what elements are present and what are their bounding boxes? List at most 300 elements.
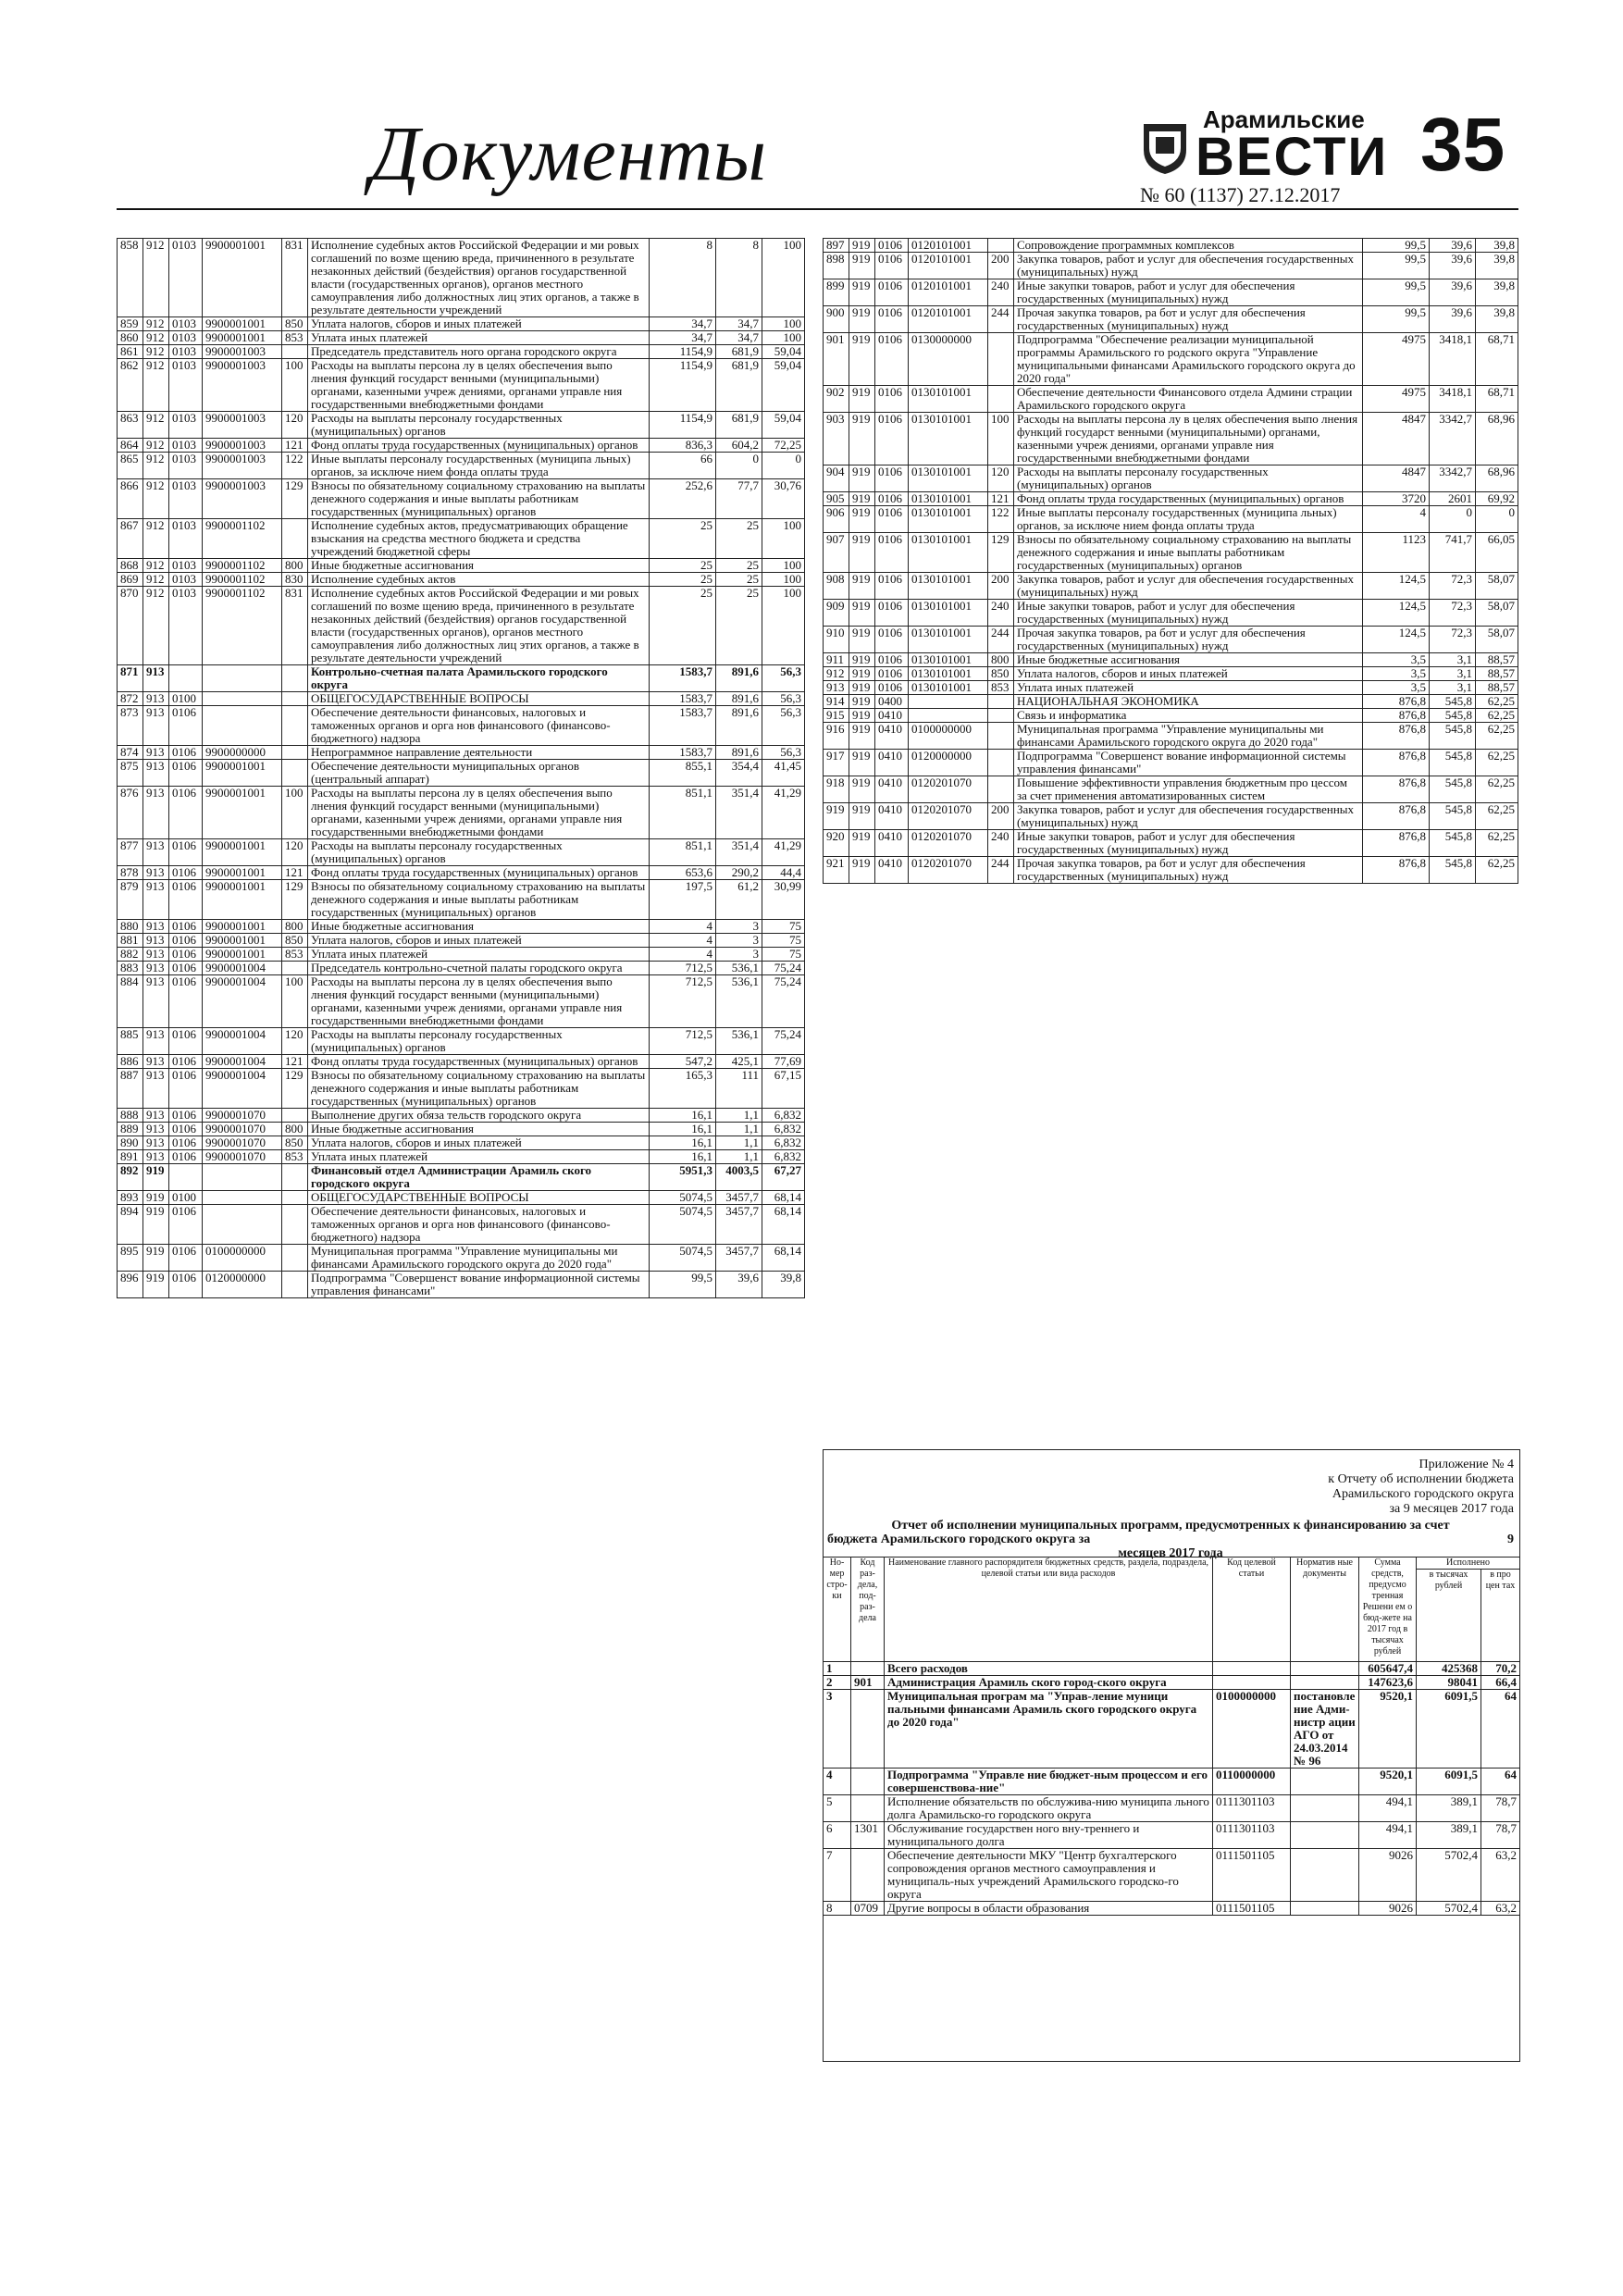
table-cell: 5074,5 [650,1191,716,1205]
table-cell: 891,6 [716,692,762,706]
table-cell: 869 [118,573,143,587]
table-cell: Прочая закупка товаров, ра бот и услуг для обеспечения государственных (муниципальных) нужд [1014,306,1363,333]
table-cell: 39,6 [716,1272,762,1298]
table-cell: постановле ние Адми-нистр ации АГО от 24.03.2014 № 96 [1291,1690,1359,1769]
table-cell: 5702,4 [1417,1849,1481,1902]
table-cell: 72,3 [1430,627,1476,653]
table-cell: 240 [988,600,1014,627]
table-cell: 800 [282,559,308,573]
table-cell [282,345,308,359]
appendix-line: Арамильского городского округа [1332,1487,1514,1501]
table-row [118,1069,805,1109]
table-cell: 59,04 [762,412,805,439]
table-cell: 919 [849,830,875,857]
table-cell: 100 [282,975,308,1028]
table-cell: 0130101001 [909,386,988,413]
table-cell: Председатель контрольно-счетной палаты городского округа [308,962,650,975]
table-row [118,587,805,665]
table-cell: 124,5 [1363,627,1430,653]
table-cell: 877 [118,839,143,866]
table-cell: Закупка товаров, работ и услуг для обеспечения государственных (муниципальных) нужд [1014,573,1363,600]
table-row [824,1690,1520,1769]
table-row [824,465,1518,492]
table-cell [1291,1769,1359,1795]
table-cell: 919 [824,803,849,830]
table-cell: 9900001004 [203,1055,282,1069]
table-cell: 800 [282,1123,308,1136]
table-cell: 913 [143,1069,169,1109]
table-cell: 88,57 [1476,667,1518,681]
table-cell: Фонд оплаты труда государственных (муниципальных) органов [308,439,650,453]
table-cell: 1 [824,1662,851,1676]
table-row [118,1164,805,1191]
table-cell: 39,8 [1476,306,1518,333]
table-cell: 831 [282,239,308,317]
table-row [118,692,805,706]
table-cell: 9900001003 [203,439,282,453]
table-cell: 3 [824,1690,851,1769]
table-cell: 121 [988,492,1014,506]
table-cell [851,1690,885,1769]
table-cell: 741,7 [1430,533,1476,573]
table-cell: 900 [824,306,849,333]
table-row [118,880,805,920]
table-cell: 916 [824,723,849,750]
table-cell: 0106 [169,706,203,746]
table-cell: 913 [143,1055,169,1069]
table-row [824,653,1518,667]
table-cell: 1,1 [716,1136,762,1150]
table-cell: 9520,1 [1359,1769,1417,1795]
table-cell: 0130101001 [909,413,988,465]
table-cell: 866 [118,479,143,519]
table-cell [851,1795,885,1822]
table-cell: 63,2 [1481,1902,1520,1916]
table-row [118,1191,805,1205]
table-cell: 0120201070 [909,857,988,884]
table-cell [1291,1676,1359,1690]
appendix-title [827,1519,1514,1560]
table-cell: 850 [282,934,308,948]
table-cell: 4 [650,920,716,934]
table-cell: 25 [650,519,716,559]
table-cell: 62,25 [1476,803,1518,830]
table-cell: 800 [988,653,1014,667]
issue-number: № 60 (1137) 27.12.2017 [1140,183,1341,206]
table-cell: 871 [118,665,143,692]
table-cell: Фонд оплаты труда государственных (муниципальных) органов [308,866,650,880]
table-cell: 918 [824,776,849,803]
table-cell: 8 [650,239,716,317]
table-cell: 0120101001 [909,279,988,306]
table-cell: 2601 [1430,492,1476,506]
table-cell: 100 [762,573,805,587]
table-row [824,506,1518,533]
table-cell: 1583,7 [650,706,716,746]
table-cell: 100 [762,239,805,317]
table-cell: 919 [849,653,875,667]
table-cell [282,962,308,975]
table-cell: 354,4 [716,760,762,787]
table-cell: Иные закупки товаров, работ и услуг для обеспечения государственных (муниципальных) нужд [1014,830,1363,857]
table-cell: 853 [282,948,308,962]
table-cell [988,695,1014,709]
appendix-title-line: Отчет об исполнении муниципальных программ, предусмотренных к финансированию за счет [891,1519,1450,1533]
table-cell: 919 [849,776,875,803]
table-cell: 919 [143,1245,169,1272]
table-cell: 39,6 [1430,306,1476,333]
table-cell: 0106 [169,1055,203,1069]
table-cell: 0120000000 [909,750,988,776]
table-cell: 4 [650,948,716,962]
table-cell: 912 [143,317,169,331]
table-cell: 6 [824,1822,851,1849]
table-cell: 0103 [169,587,203,665]
table-cell: 919 [849,386,875,413]
table-cell: 25 [716,559,762,573]
budget-table-left [117,238,805,1298]
table-cell: 77,7 [716,479,762,519]
table-row [824,253,1518,279]
table-cell: 908 [824,573,849,600]
table-cell: Обеспечение деятельности финансовых, налоговых и таможенных органов и орга нов финансового (финансово-бюджетного) надзора [308,1205,650,1245]
table-row [118,975,805,1028]
table-row [824,709,1518,723]
table-cell [1291,1662,1359,1676]
table-cell: 5702,4 [1417,1902,1481,1916]
table-cell: 99,5 [1363,306,1430,333]
table-cell: 914 [824,695,849,709]
table-row [118,665,805,692]
table-cell: 836,3 [650,439,716,453]
table-cell: 9900001001 [203,948,282,962]
table-row [118,573,805,587]
table-cell: 124,5 [1363,600,1430,627]
table-cell: 3418,1 [1430,386,1476,413]
table-cell: 919 [849,723,875,750]
table-cell: Исполнение обязательств по обслужива-нию муниципа льного долга Арамильско-го городского округа [885,1795,1213,1822]
table-cell: 389,1 [1417,1795,1481,1822]
table-cell: Расходы на выплаты персона лу в целях обеспечения выпо лнения функций государст венными (муниципальными) органами, казенными учреж дениями, органами управле ния государственными внебюджетными фондами [308,975,650,1028]
table-cell: 6,832 [762,1109,805,1123]
table-cell: 0410 [875,857,909,884]
table-cell: 244 [988,627,1014,653]
table-cell: 62,25 [1476,830,1518,857]
table-cell: 0106 [875,627,909,653]
table-cell: 39,8 [1476,279,1518,306]
table-cell: 124,5 [1363,573,1430,600]
table-cell: 913 [143,1028,169,1055]
table-cell: 0120101001 [909,306,988,333]
table-cell: 58,07 [1476,600,1518,627]
table-cell: 896 [118,1272,143,1298]
table-row [118,1109,805,1123]
table-cell: 913 [143,839,169,866]
table-cell: Выполнение других обяза тельств городского округа [308,1109,650,1123]
table-cell [282,665,308,692]
table-cell: Председатель представитель ного органа городского округа [308,345,650,359]
table-cell: 9900001001 [203,934,282,948]
table-cell: 66 [650,453,716,479]
table-cell: 39,6 [1430,239,1476,253]
table-cell: 910 [824,627,849,653]
table-cell [169,665,203,692]
table-cell: 0106 [875,506,909,533]
table-cell: 41,29 [762,787,805,839]
table-cell: 0120201070 [909,830,988,857]
table-row [824,1849,1520,1902]
header-divider [117,208,1518,210]
table-cell: 68,71 [1476,333,1518,386]
table-cell: 16,1 [650,1150,716,1164]
table-cell: 5074,5 [650,1205,716,1245]
table-cell: 876,8 [1363,857,1430,884]
table-cell: Закупка товаров, работ и услуг для обеспечения государственных (муниципальных) нужд [1014,803,1363,830]
table-cell: 899 [824,279,849,306]
table-cell: 0106 [875,533,909,573]
table-cell [203,706,282,746]
col-header: Код целевой статьи [1213,1558,1291,1662]
table-cell: Иные бюджетные ассигнования [1014,653,1363,667]
page-title: Документы [370,111,768,197]
table-cell: 0111501105 [1213,1902,1291,1916]
table-cell: 545,8 [1430,803,1476,830]
table-row [118,359,805,412]
table-cell: 0400 [875,695,909,709]
table-cell: 912 [143,559,169,573]
table-cell: 88,57 [1476,681,1518,695]
table-cell: 9900001001 [203,317,282,331]
table-cell: Расходы на выплаты персона лу в целях обеспечения выпо лнения функций государст венными (муниципальными) органами, казенными учреж дениями, органами управле ния государственными внебюджетными фондами [308,359,650,412]
table-cell: 1583,7 [650,746,716,760]
table-cell: 903 [824,413,849,465]
table-cell: 0106 [169,880,203,920]
table-cell: 389,1 [1417,1822,1481,1849]
table-row [824,1676,1520,1690]
table-cell: 99,5 [650,1272,716,1298]
table-cell: 9026 [1359,1849,1417,1902]
table-cell: Подпрограмма "Совершенст вование информационной системы управления финансами" [308,1272,650,1298]
table-cell: Сопровождение программных комплексов [1014,239,1363,253]
table-cell: 34,7 [716,331,762,345]
table-cell: 25 [716,519,762,559]
table-cell: 919 [849,413,875,465]
table-cell: 0130101001 [909,465,988,492]
table-cell: 120 [282,1028,308,1055]
table-cell: 884 [118,975,143,1028]
table-row [824,627,1518,653]
table-cell: 100 [762,317,805,331]
table-cell: 9900001003 [203,359,282,412]
table-cell [282,692,308,706]
table-cell: 913 [143,787,169,839]
table-cell: 912 [143,239,169,317]
table-cell: Исполнение судебных актов, предусматривающих обращение взыскания на средства местного бюджета и средства учреждений бюджетной сферы [308,519,650,559]
table-cell: 913 [824,681,849,695]
table-cell: 0 [1476,506,1518,533]
table-cell: 876,8 [1363,830,1430,857]
table-row [824,573,1518,600]
table-cell: 853 [282,331,308,345]
table-cell: Финансовый отдел Администрации Арамиль ского городского округа [308,1164,650,1191]
table-cell: 917 [824,750,849,776]
table-cell: 129 [282,1069,308,1109]
table-cell: 75,24 [762,962,805,975]
table-cell [1291,1902,1359,1916]
table-cell: 9900001004 [203,975,282,1028]
table-cell: 0120101001 [909,253,988,279]
table-cell: 25 [650,559,716,573]
table-cell: 897 [824,239,849,253]
table-cell: 1,1 [716,1109,762,1123]
table-cell: Уплата иных платежей [1014,681,1363,695]
table-cell: 0120101001 [909,239,988,253]
table-cell: 6091,5 [1417,1690,1481,1769]
table-cell: 25 [716,587,762,665]
table-cell: Обеспечение деятельности Финансового отдела Админи страции Арамильского городского округа [1014,386,1363,413]
table-cell: 240 [988,830,1014,857]
table-cell: 9900001070 [203,1109,282,1123]
table-cell: 919 [849,533,875,573]
table-cell [282,706,308,746]
table-row [118,1150,805,1164]
table-cell: 7 [824,1849,851,1902]
table-cell: 907 [824,533,849,573]
table-cell: 920 [824,830,849,857]
table-cell: Администрация Арамиль ского город-ского округа [885,1676,1213,1690]
table-cell [988,750,1014,776]
table-cell: 891 [118,1150,143,1164]
table-cell: 111 [716,1069,762,1109]
table-cell: 901 [824,333,849,386]
budget-table-right [823,238,1518,884]
table-cell [1213,1676,1291,1690]
table-cell: 197,5 [650,880,716,920]
table-cell [1291,1849,1359,1902]
table-cell: 72,3 [1430,600,1476,627]
table-cell: 0100000000 [203,1245,282,1272]
table-cell: 855,1 [650,760,716,787]
table-cell: 9900001001 [203,839,282,866]
table-cell: 122 [282,453,308,479]
table-cell: Иные выплаты персоналу государственных (муниципа льных) органов, за исключе нием фонда оплаты труда [308,453,650,479]
table-cell: НАЦИОНАЛЬНАЯ ЭКОНОМИКА [1014,695,1363,709]
table-cell: 25 [650,573,716,587]
table-cell [851,1769,885,1795]
table-cell: 3,1 [1430,681,1476,695]
table-cell: 9900001070 [203,1136,282,1150]
table-cell: 919 [849,681,875,695]
table-cell: 887 [118,1069,143,1109]
table-cell: Подпрограмма "Обеспечение реализации муниципальной программы Арамильского го родского округа "Управление муниципальными финансами Арамильского городского округа до 2020 года" [1014,333,1363,386]
table-cell: Уплата налогов, сборов и иных платежей [1014,667,1363,681]
table-cell: Подпрограмма "Совершенст вование информационной системы управления финансами" [1014,750,1363,776]
table-cell: 66,4 [1481,1676,1520,1690]
table-cell: 0106 [875,253,909,279]
table-cell: 0130101001 [909,573,988,600]
appendix-line: за 9 месяцев 2017 года [1389,1502,1514,1516]
table-cell: 880 [118,920,143,934]
table-cell: 100 [762,519,805,559]
table-cell: Расходы на выплаты персона лу в целях обеспечения выпо лнения функций государст венными (муниципальными) органами, казенными учреж дениями, органами управле ния государственными внебюджетными фондами [1014,413,1363,465]
table-cell: 912 [143,519,169,559]
table-cell: 912 [824,667,849,681]
table-cell: 25 [650,587,716,665]
table-cell: 0111301103 [1213,1822,1291,1849]
table-cell: 919 [849,465,875,492]
table-cell: 850 [988,667,1014,681]
table-cell [282,1245,308,1272]
table-cell: 912 [143,479,169,519]
table-cell: 30,76 [762,479,805,519]
table-cell [909,695,988,709]
table-row [118,920,805,934]
table-cell: 44,4 [762,866,805,880]
table-cell: 0120201070 [909,776,988,803]
table-cell [203,1164,282,1191]
table-cell: 8 [716,239,762,317]
table-cell: 3418,1 [1430,333,1476,386]
table-cell: 1,1 [716,1150,762,1164]
col-header: Норматив ные документы [1291,1558,1359,1662]
table-row [824,1822,1520,1849]
table-cell: 4975 [1363,333,1430,386]
table-cell: Подпрограмма "Управле ние бюджет-ным процессом и его совершенствова-ние" [885,1769,1213,1795]
table-cell: 9026 [1359,1902,1417,1916]
table-cell: 919 [849,709,875,723]
table-cell: 0103 [169,317,203,331]
table-cell [282,1109,308,1123]
table-row [824,803,1518,830]
table-cell: 9900001003 [203,345,282,359]
table-row [824,492,1518,506]
table-cell: 351,4 [716,787,762,839]
table-cell: 9900001102 [203,559,282,573]
table-cell: Расходы на выплаты персоналу государственных (муниципальных) органов [1014,465,1363,492]
table-cell: 830 [282,573,308,587]
table-cell: 0106 [875,333,909,386]
table-cell: 901 [851,1676,885,1690]
table-cell: 129 [282,479,308,519]
table-cell: 0130101001 [909,506,988,533]
table-cell: 902 [824,386,849,413]
table-cell: 9900001102 [203,587,282,665]
table-row [824,600,1518,627]
table-cell: 9900001004 [203,1069,282,1109]
table-cell: 0106 [169,1272,203,1298]
table-cell: 0106 [875,600,909,627]
table-cell: 912 [143,331,169,345]
table-cell [988,776,1014,803]
table-cell: 919 [143,1272,169,1298]
table-cell: 425368 [1417,1662,1481,1676]
table-cell: 851,1 [650,787,716,839]
table-cell: 653,6 [650,866,716,880]
table-cell: Контрольно-счетная палата Арамильского городского округа [308,665,650,692]
table-cell: 800 [282,920,308,934]
table-cell: 919 [849,306,875,333]
table-cell: 78,7 [1481,1795,1520,1822]
table-cell: Иные выплаты персоналу государственных (муниципа льных) органов, за исключе нием фонда оплаты труда [1014,506,1363,533]
table-cell [203,1191,282,1205]
table-cell: 895 [118,1245,143,1272]
table-cell: 681,9 [716,345,762,359]
table-cell: 0410 [875,723,909,750]
table-cell: 919 [849,600,875,627]
table-cell: 64 [1481,1769,1520,1795]
table-cell: 200 [988,803,1014,830]
table-cell: 0103 [169,573,203,587]
